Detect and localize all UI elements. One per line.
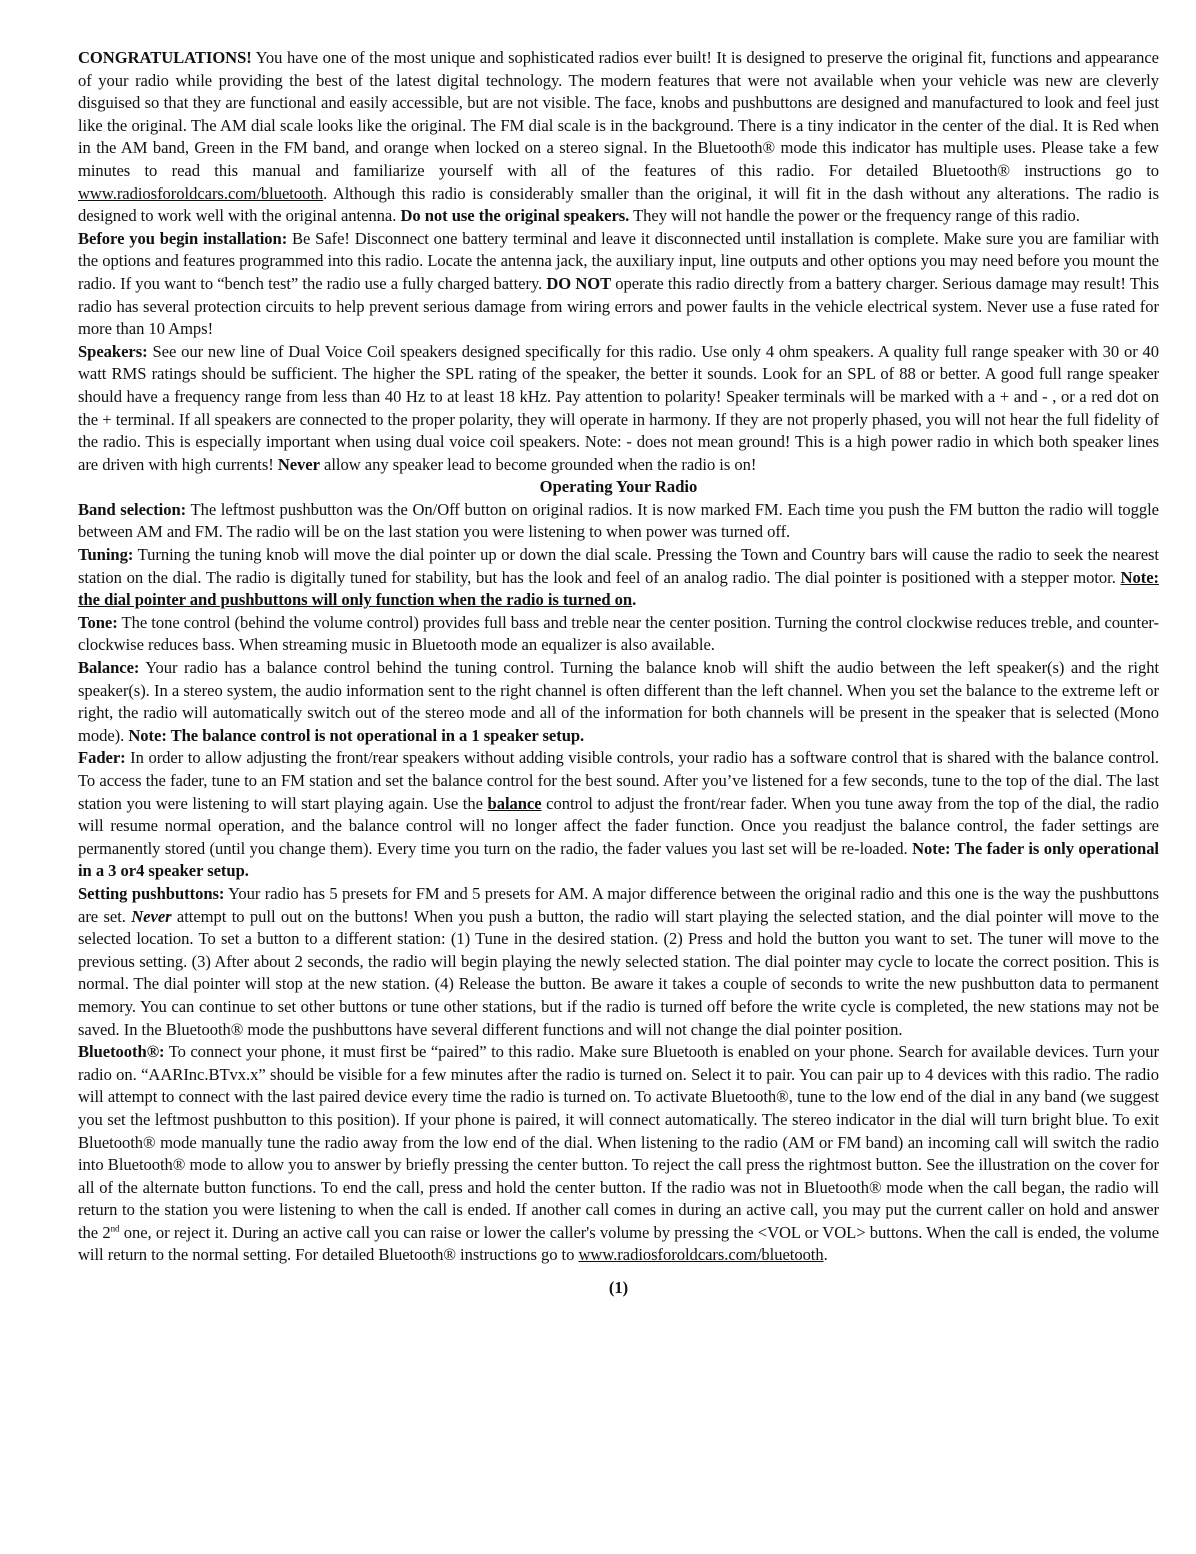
intro-text: You have one of the most unique and sophisticated radios ever built! It is designed to preserve the original fit, functions and appearance of your radio while providing the best of the latest digital technology. The modern features that were not available when your vehicle was new are cleverly disguised so that they are functional and easily accessible, but are not visible. The face, knobs and pushbuttons are designed and manufactured to look and feel just like the original. The AM dial scale looks like the original. The FM dial scale is in the background. There is a tiny indicator in the center of the dial. It is Red when in the AM band, Green in the FM band, and orange when locked on a stereo signal. In the Bluetooth® mode this indicator has multiple uses. Please take a few minutes to read this manual and familiarize yourself with all of the features of this radio. For detailed Bluetooth® instructions go to <box>78 48 1159 180</box>
installation-title: Before you begin installation: <box>78 228 288 248</box>
tone-title: Tone: <box>78 612 118 632</box>
never-warning: Never <box>277 454 320 474</box>
pushbuttons-title: Setting pushbuttons: <box>78 883 225 903</box>
fader-balance-word: balance <box>487 793 542 813</box>
band-paragraph <box>78 499 1159 544</box>
never-emphasis: Never <box>131 906 172 926</box>
speaker-warning: Do not use the original speakers. <box>400 206 630 226</box>
bluetooth-text-3: . <box>823 1245 828 1265</box>
band-title: Band selection: <box>78 499 187 519</box>
tone-text: The tone control (behind the volume control) provides full bass and treble near the center position. Turning the control clockwise reduces treble, and counter-clockwise reduces bass. When streaming music in Bluetooth mode an equalizer is also available. <box>78 612 1159 655</box>
bluetooth-paragraph <box>78 1041 1159 1267</box>
fader-paragraph <box>78 747 1159 883</box>
intro-text-2: . Although this radio is considerably smaller than the original, it will fit in the dash without any alterations. The radio is designed to work well with the original antenna. <box>78 183 1159 226</box>
operating-heading: Operating Your Radio <box>539 477 698 497</box>
tuning-title: Tuning: <box>78 545 134 565</box>
pushbuttons-text-2: attempt to pull out on the buttons! When you push a button, the radio will start playing the selected station, and the dial pointer will move to the selected location. To set a button to a different station: (1) Tune in the desired station. (2) Press and hold the button you want to set. The tuner will move to the previous setting. (3) After about 2 seconds, the radio will begin playing the newly selected station. The dial pointer may cycle to locate the correct position. This is normal. The dial pointer will stop at the new station. (4) Release the button. Be aware it takes a couple of seconds to write the new pushbutton data to permanent memory. You can continue to set other buttons or tune other stations, but if the radio is turned off before the write cycle is completed, the new stations may not be saved. In the Bluetooth® mode the pushbuttons have several different functions and will not change the dial pointer position. <box>78 906 1160 1039</box>
installation-paragraph <box>78 228 1159 341</box>
band-text: The leftmost pushbutton was the On/Off button on original radios. It is now marked FM. Each time you push the FM button the radio will toggle between AM and FM. The radio will be on the last station you were listening to when power was turned off. <box>78 499 1159 542</box>
pushbuttons-paragraph <box>78 883 1159 1041</box>
speakers-paragraph <box>78 341 1159 477</box>
fader-title: Fader: <box>78 748 126 768</box>
do-not-warning: DO NOT <box>546 273 612 293</box>
intro-paragraph <box>78 47 1159 228</box>
fader-note: Note: The fader is only operational in a 3 or4 speaker setup. <box>78 838 1159 881</box>
balance-note: Note: The balance control is not operational in a 1 speaker setup. <box>128 725 585 745</box>
balance-title: Balance: <box>78 658 140 678</box>
tuning-note-period: . <box>632 590 637 610</box>
installation-text: Be Safe! Disconnect one battery terminal and leave it disconnected until installation is complete. Make sure you are familiar with the options and features programmed into this radio. Locate the antenna jack, the auxiliary input, line outputs and other options you may need before you mount the radio. If you want to “bench test” the radio use a fully charged battery. <box>78 228 1159 293</box>
bluetooth-link[interactable]: www.radiosforoldcars.com/bluetooth <box>578 1245 824 1265</box>
speakers-text: See our new line of Dual Voice Coil speakers designed specifically for this radio. Use only 4 ohm speakers. A quality full range speaker with 30 or 40 watt RMS ratings should be sufficient. The higher the SPL rating of the speaker, the better it sounds. Look for an SPL of 88 or better. A good full range speaker should have a frequency range from less than 40 Hz to at least 18 kHz. Pay attention to polarity! Speaker terminals will be marked with a + and - , or a red dot on the + terminal. If all speakers are connected to the proper polarity, they will operate in harmony. If they are not properly phased, you will not hear the full fidelity of the radio. This is especially important when using dual voice coil speakers. Note: - does not mean ground! This is a high power radio in which both speaker lines are driven with high currents! <box>78 341 1159 474</box>
tuning-text: Turning the tuning knob will move the dial pointer up or down the dial scale. Pressing the Town and Country bars will cause the radio to seek the nearest station on the dial. The radio is digitally tuned for stability, but has the look and feel of an analog radio. The dial pointer is positioned with a stepper motor. <box>78 545 1159 587</box>
bluetooth-title: Bluetooth®: <box>78 1042 165 1062</box>
bluetooth-instructions-link[interactable]: www.radiosforoldcars.com/bluetooth <box>78 183 324 203</box>
installation-text-2: operate this radio directly from a battery charger. Serious damage may result! This radio has several protection circuits to help prevent serious damage from wiring errors and power faults in the vehicle electrical system. Never use a fuse rated for more than 10 Amps! <box>78 273 1159 339</box>
speakers-title: Speakers: <box>78 341 148 361</box>
bluetooth-text: To connect your phone, it must first be “paired” to this radio. Make sure Bluetooth is enabled on your phone. Search for available devices. Turn your radio on. “AARInc.BTvx.x” should be visible for a few minutes after the radio is turned on. Select it to pair. You can pair up to 4 devices with this radio. The radio will attempt to connect with the last paired device every time the radio is turned on. To activate Bluetooth®, tune to the low end of the dial in any band (we suggest you set the leftmost pushbutton to this position). If your phone is paired, it will connect automatically. The stereo indicator in the dial will turn bright blue. To exit Bluetooth® mode manually tune the radio away from the low end of the dial. When listening to the radio (AM or FM band) an incoming call will switch the radio into Bluetooth® mode to allow you to answer by briefly pressing the center button. To reject the call press the rightmost button. See the illustration on the cover for all of the alternate button functions. To end the call, press and hold the center button. If the radio was not in Bluetooth® mode when the call began, the radio will return to the station you were listening to when the call is ended. If another call comes in during an active call, you may put the current caller on hold and answer the 2 <box>78 1042 1159 1242</box>
tone-paragraph <box>78 612 1159 657</box>
tuning-note: Note: the dial pointer and pushbuttons will only function when the radio is turned on <box>78 567 1159 610</box>
bluetooth-text-2: one, or reject it. During an active call you can raise or lower the caller's volume by pressing the <VOL or VOL> buttons. When the call is ended, the volume will return to the normal setting. For detailed Bluetooth® instructions go to <box>78 1222 1160 1265</box>
balance-text: Your radio has a balance control behind the tuning control. Turning the balance knob will shift the audio between the left speaker(s) and the right speaker(s). In a stereo system, the audio information sent to the right channel is often different than the left channel. When you set the balance to the extreme left or right, the radio will automatically switch out of the stereo mode and all of the information for both channels will be present in the speaker that is selected (Mono mode). <box>78 658 1159 745</box>
intro-title: CONGRATULATIONS! <box>78 48 252 67</box>
balance-paragraph <box>78 657 1159 747</box>
speakers-text-2: allow any speaker lead to become grounded when the radio is on! <box>319 454 757 474</box>
ordinal-suffix: nd <box>110 1223 120 1234</box>
fader-text-2: control to adjust the front/rear fader. When you tune away from the top of the dial, the radio will resume normal operation, and the balance control will no longer affect the fader function. Once you readjust the balance control, the fader settings are permanently stored (until you change them). Every time you turn on the radio, the fader values you last set will be re-loaded. <box>78 793 1159 858</box>
intro-text-3: They will not handle the power or the frequency range of this radio. <box>629 206 1080 226</box>
page-number: (1) <box>608 1278 629 1298</box>
tuning-paragraph <box>78 544 1159 612</box>
fader-text: In order to allow adjusting the front/rear speakers without adding visible controls, your radio has a software control that is shared with the balance control. To access the fader, tune to an FM station and set the balance control for the best sound. After you’ve listened for a few seconds, tune to the top of the dial. The last station you were listening to will start playing again. Use the <box>78 748 1159 813</box>
pushbuttons-text: Your radio has 5 presets for FM and 5 presets for AM. A major difference between the original radio and this one is the way the pushbuttons are set. <box>78 883 1160 926</box>
